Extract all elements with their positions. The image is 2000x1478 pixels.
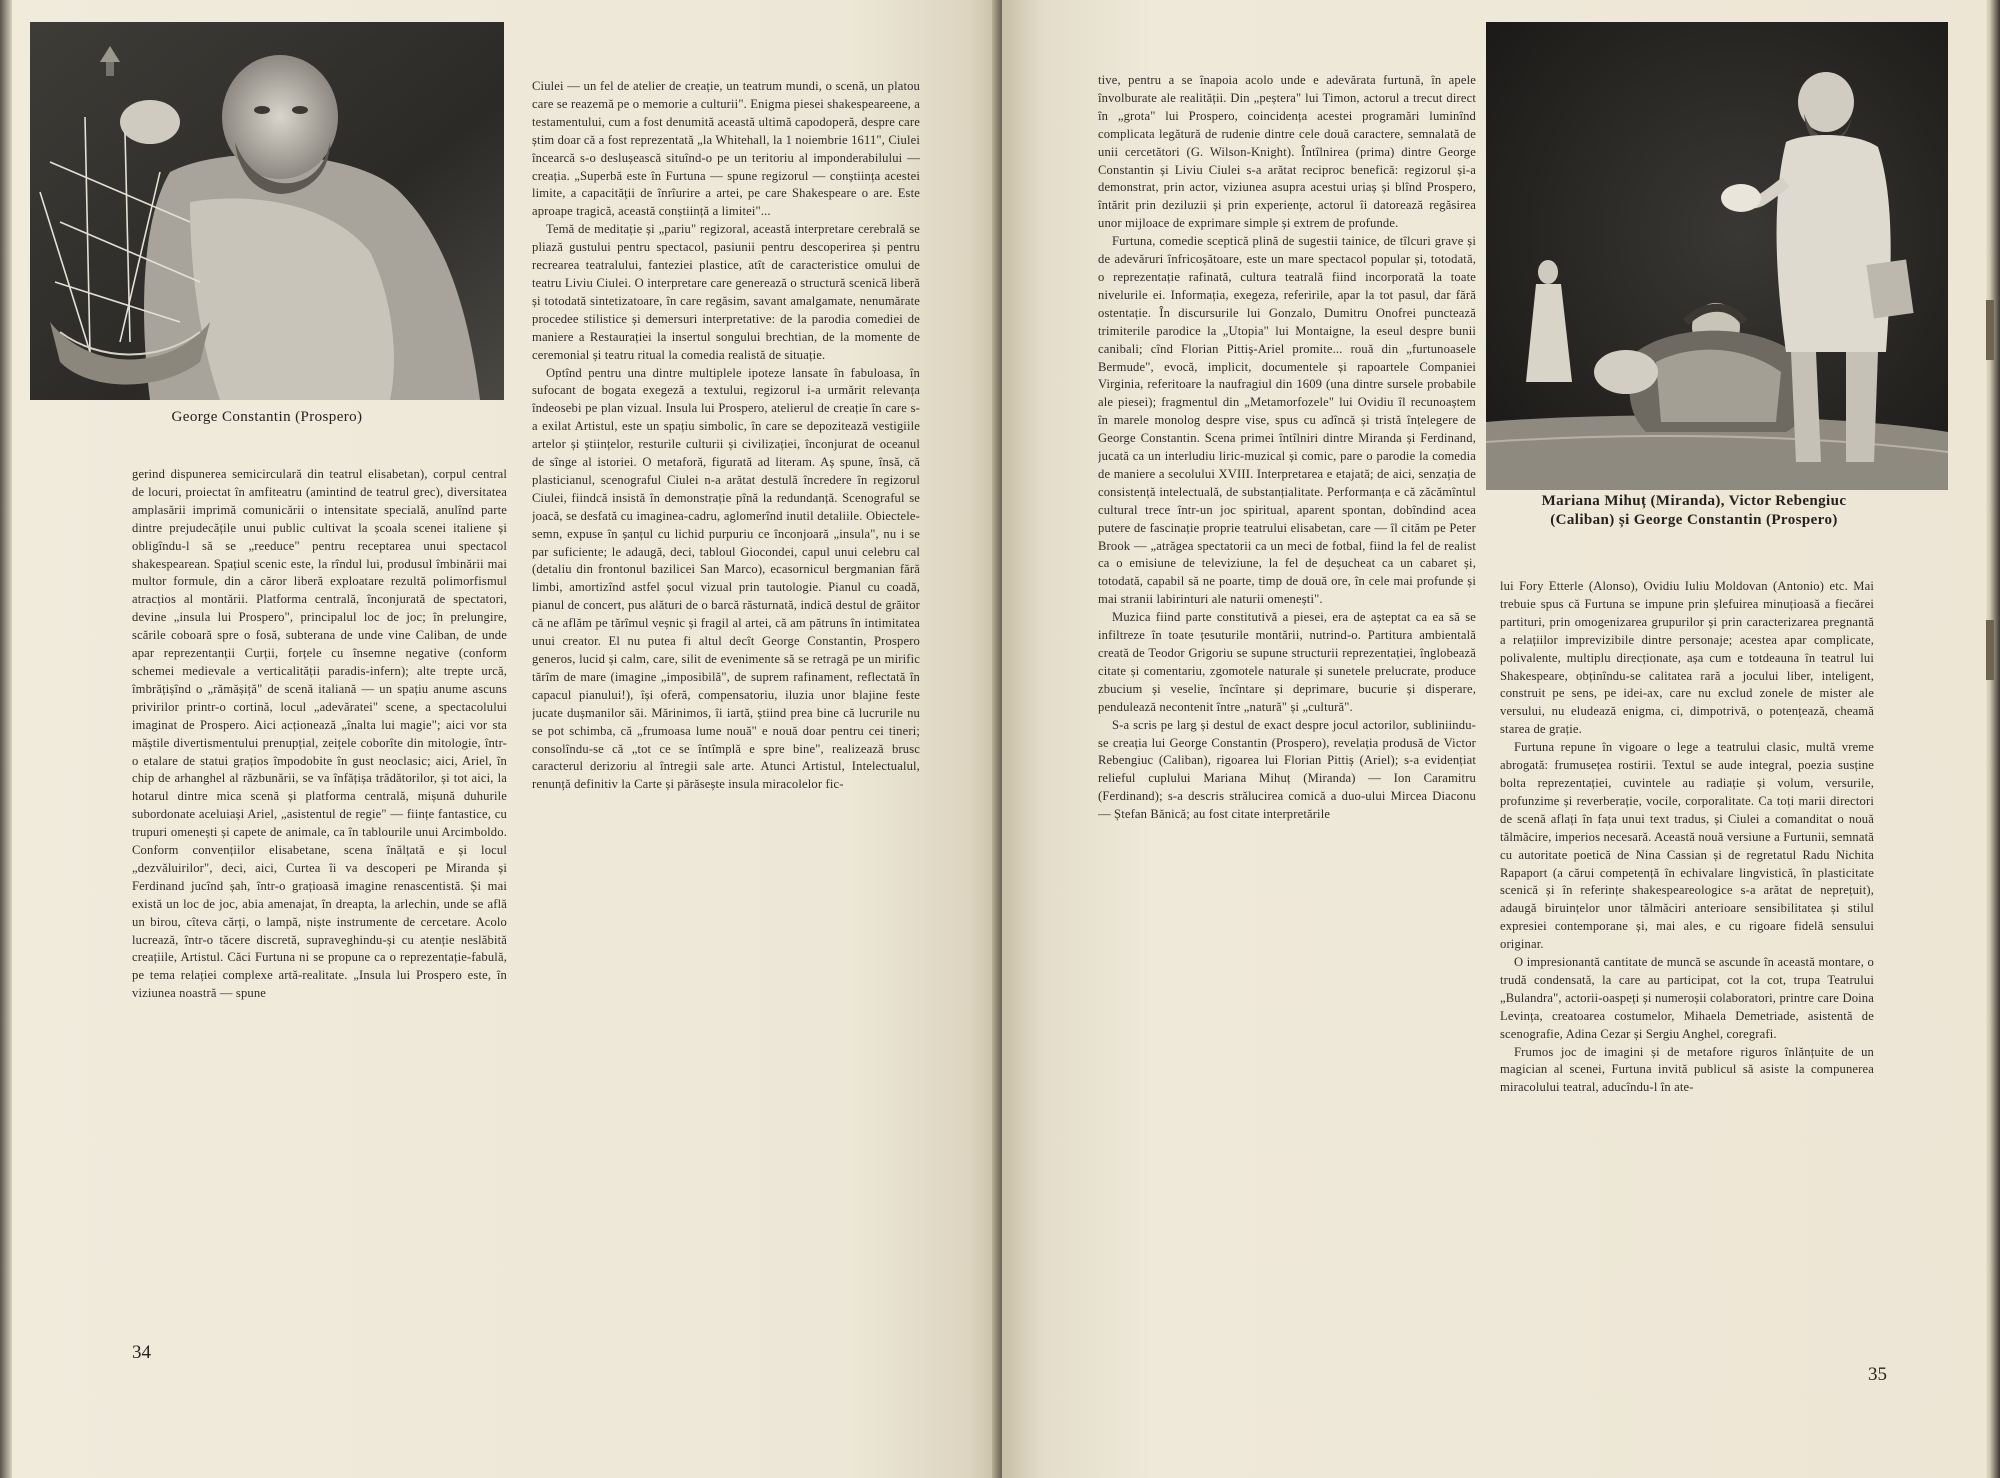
right-col1-paragraph: S-a scris pe larg și destul de exact despre jocul actorilor, subliniindu-se creația lui George Constantin (Prospero), revelația produsă de Victor Rebengiuc (Caliban), rigoarea lui Florian Pittiș (Ariel); s-a evidențiat relieful cuplului Mariana Mihuț (Miranda) — Ion Caramitru (Ferdinand); s-a descris strălucirea comică a duo-ului Mircea Diaconu — Ștefan Bănică; au fost citate interpretările: [1098, 717, 1476, 822]
right-col2-paragraph: lui Fory Etterle (Alonso), Ovidiu Iuliu Moldovan (Antonio) etc. Mai trebuie spus că Furtuna se impune prin șlefuirea minuțioasă a fiecărei partituri, prin omogenizarea grupurilor și prin caracterizarea pregnantă a relațiilor imprevizibile dintre personaje; acestea apar complicate, polivalente, multiplu direcționate, așa cum e totdeauna în teatrul lui Shakespeare, obținîndu-se calitatea rară a jocului liber, inteligent, construit pe sens, pe idei-ax, care nu exclud zonele de mister ale versului, nu eludează enigma, ci, dimpotrivă, o potențează, cheamă starea de grație.: [1500, 579, 1874, 737]
right-col1-paragraph: Muzica fiind parte constitutivă a piesei, era de așteptat ca ea să se infiltreze în toate țesuturile montării, nutrind-o. Partitura ambientală creată de Teodor Grigoriu se supune structurii reprezentației, înglobează citate și comentariu, zgomotele naturale și sunetele prelucrate, produce zbucium și veselie, încîntare și deprimare, bucurie și disperare, pendulează necontenit între „natură" și „cultură".: [1098, 610, 1476, 714]
page-edge-left: [0, 0, 12, 1478]
left-column-1: [132, 466, 507, 1346]
right-col1-paragraph: Furtuna, comedie sceptică plină de sugestii tainice, de tîlcuri grave și de adevăruri înfricoșătoare, este un mare spectacol popular și, totodată, o reprezentație rafinată, cultura teatrală fiind incorporată la toate nivelurile ei. Informația, exegeza, referirile, apar la tot pasul, dar fără ostentație. În discursurile lui Gonzalo, Dumitru Onofrei punctează trimiterile parodice la „Utopia" lui Montaigne, la eseul despre bunii canibali; cînd Florian Pittiș-Ariel promite... rouă din „furtunoasele Bermude", evocă, implicit, documentele și rapoartele Companiei Virginia, referitoare la naufragiul din 1609 (una dintre sursele probabile ale piesei); fragmentul din „Metamorfozele" lui Ovidiu îl recunoaștem în marele monolog despre vise, spus cu adîncă și tristă înțelegere de George Constantin. Scena primei întîlniri dintre Miranda și Ferdinand, jucată ca un interludiu liric-muzical și comic, pare o parodie la comedia de maniere a secolului XVIII. Interpretarea e etajată; de aici, senzația de consistență intelectuală, de substanțialitate. Performanța e că zăcămîntul cultural trece într-un joc spiritual, aparent spontan, dobîndind acea putere de fascinație proprie teatrului elisabetan, care — îl cităm pe Peter Brook — „atrăgea spectatorii ca un meci de fotbal, fiind la fel de realist ca o emisiune de televiziune, la fel de deșucheat ca un cabaret și, totodată, capabil să ne poarte, timp de două ore, în cele mai profunde și mai stranii labirinturi ale naturii omenești".: [1098, 234, 1476, 607]
right-col2-paragraph: O impresionantă cantitate de muncă se ascunde în această montare, o trudă condensată, la care au participat, cot la cot, trupa Teatrului „Bulandra", actorii-oaspeți și numeroșii colaboratori, printre care Doina Levința, creatoarea costumelor, Mihaela Demetriade, asistentă de scenografie, Adina Cezar și Sergiu Anghel, coregrafi.: [1500, 955, 1874, 1041]
left-column-2: [532, 78, 920, 1346]
right-column-1: [1098, 72, 1476, 1348]
photo-prospero-ship: [30, 22, 504, 400]
page-edge-right: [1986, 0, 2000, 1478]
right-col1-paragraph: tive, pentru a se înapoia acolo unde e adevărata furtună, în apele învolburate ale realității. Din „peștera" lui Timon, actorul a trecut direct în „grota" lui Prospero, coincidența acestei programări luminînd complicata legătură de rudenie dintre cele două caractere, semnalată de unii cercetători (G. Wilson-Knight). Întîlnirea (prima) dintre George Constantin și Liviu Ciulei s-a arătat reciproc benefică: regizorul și-a demonstrat, prin actor, viziunea asupra acestui uriaș și blînd Prospero, întărit prin deziluzii și prin experiențe, actorul îi datorează regăsirea unor mijloace de exprimare simple și extrem de profunde.: [1098, 73, 1476, 231]
page-tab-marker: [1986, 300, 1994, 360]
left-page: [0, 0, 998, 1478]
prospero-photo-image: [30, 22, 504, 400]
left-col2-paragraph: Temă de meditație și „pariu" regizoral, această interpretare cerebrală se pliază gustului pentru spectacol, pasiunii pentru descoperirea și pentru recrearea teatralului, fanteziei plastice, atît de caracteristice omului de teatru Liviu Ciulei. O interpretare care generează o structură scenică liberă și totodată sintetizatoare, în care regăsim, savant amalgamate, nenumărate procedee stilistice și demersuri interpretative: de la parodia comediei de maniere a Restaurației la insertul songului brechtian, de la momente de ceremonial și teatru ritual la comedia realistă de situație.: [532, 222, 920, 362]
photo-caption-right: Mariana Mihuț (Miranda), Victor Rebengiuc (Caliban) și George Constantin (Prospero): [1541, 493, 1847, 528]
left-col2-paragraph: Optînd pentru una dintre multiplele ipoteze lansate în fabuloasa, în sufocant de bogata exegeză a textului, regizorul i-a urmărit relevanța îndeosebi pe plan vizual. Insula lui Prospero, atelierul de creație în care s-a exilat Artistul, este un spațiu simbolic, în care se depozitează vestigiile artelor și științelor, resturile culturii și civilizației, înconjurat de oceanul de sînge al istoriei. O metaforă, figurată ad literam. Aș spune, însă, că plasticianul, scenograful Ciulei n-a arătat destulă încredere în regizorul Ciulei, fiindcă insistă în demonstrație pînă la redundanță. Scenograful se joacă, se desfată cu imaginea-cadru, aglomerînd inutil detaliile. Obiectele-semn, expuse în șanțul cu lichid purpuriu ce înconjoară „insula", nu i se par suficiente; le adaugă, deci, tabloul Giocondei, capul unui celebru cal (detaliu din frontonul bazilicei San Marco), ecasornicul bergmanian fără limbi, amortizînd astfel șocul vizual prin tautologie. Pianul cu coadă, pianul de concert, pus alături de o barcă răsturnată, indică destul de grăitor că ne aflăm pe tărîmul veșnic și fragil al artei, că am pătruns în intimitatea unui creator. El nu putea fi altul decît George Constantin, Prospero generos, lucid și calm, care, silit de evenimente să se retragă pe un mirific tărîm de mare (imagine „imposibilă", de suprem rafinament, reflectată în capacul pianului!), își oferă, compensatoriu, iluzia unor blajine feste jucate dușmanilor săi. Mărinimos, îi iartă, știind prea bine că lucrurile nu se pot schimba, că „frumoasa lume nouă" e nouă doar pentru cei tineri; consolîndu-se că „tot ce se întîmplă e spre bine", realizează brusc caracterul derizoriu al întregii sale arte. Atunci Artistul, Intelectualul, renunță definitiv la Carte și părăsește insula miracolelor fic-: [532, 365, 920, 792]
tempest-scene-image: [1486, 22, 1948, 490]
page-tab-marker: [1986, 620, 1994, 680]
right-column-2: [1500, 578, 1874, 1348]
right-col2-paragraph: Frumos joc de imagini și de metafore riguros înlănțuite de un magician al scenei, Furtuna invită publicul să asiste la compunerea miracolului teatral, aducîndu-l în ate-: [1500, 1044, 1874, 1095]
page-number-left: 34: [132, 1342, 151, 1363]
left-col2-paragraph: Ciulei — un fel de atelier de creație, un teatrum mundi, o scenă, un platou care se reazemă pe o memorie a culturii". Enigma piesei shakespeareene, a testamentului, cum a fost denumită această ultimă capodoperă, despre care știm doar că a fost reprezentată „la Whitehall, la 1 noiembrie 1611", Ciulei încearcă s-o deslușească situînd-o pe un teritoriu al imponderabilului — creația. „Superbă este în Furtuna — spune regizorul — conștiința acestei limite, a capacității de înrîurire a artei, pe care Shakespeare o are. Este aproape tragică, această conștiință a limitei"...: [532, 79, 920, 219]
right-page: [1002, 0, 2000, 1478]
right-col2-paragraph: Furtuna repune în vigoare o lege a teatrului clasic, multă vreme abrogată: frumusețea rostirii. Textul se aude integral, poezia susține bolta reprezentației, cuvintele au radiație și volum, versurile, profunzime și reverberație, vocile, corporalitate. Ca toți marii directori de scenă aflați în fața unui text tradus, și Ciulei a comanditat o nouă tălmăcire, imperios necesară. Această nouă versiune a Furtunii, semnată cu autoritate poetică de Nina Cassian și de regretatul Radu Nichita Rapaport (a cărui competență în echivalare lingvistică, în plasticitate scenică și în referințe shakespeareologice s-a arătat de neprețuit), adaugă biruințelor unor tălmăciri anterioare sensibilitatea și stilul expresiei contemporane și, mai ales, e cu rigoare fidelă sensului originar.: [1500, 740, 1874, 952]
page-number-right: 35: [1868, 1364, 1887, 1385]
left-col1-paragraph: gerind dispunerea semicirculară din teatrul elisabetan), corpul central de locuri, proiectat în amfiteatru (amintind de teatrul grec), diversitatea amplasării imprimă comunicării o intensitate specială, anulînd parte dintre prejudecățile unui public cultivat la școala scenei italiene și obligîndu-l să se „reeduce" pentru receptarea unui spectacol shakespearean. Spațiul scenic este, la rîndul lui, produsul îmbinării mai multor formule, din a căror liberă exploatare rezultă polimorfismul atracțios al montării. Platforma centrală, înconjurată de spectatori, devine „insula lui Prospero", principalul loc de joc; în prelungire, scările coboară spre o fosă, subterana de unde vine Caliban, de unde apar reprezentanții Curții, forțele cu însemne negative (conform schemei medievale a verticalității paradis-infern); alte trepte urcă, îmbrățișînd o „rămășiță" de scenă italiană — un spațiu anume ascuns privirilor printr-o cortină, locul „adevăratei" scene, a spectacolului imaginat de Prospero. Aici acționează „înalta lui magie"; aici vor sta măștile divertismentului prenupțial, zeițele coborîte din mitologie, într-o etalare de statui grațios împodobite în gust neoclasic; aici, Ariel, în chip de arhanghel al răzbunării, se va înfățișa trădătorilor, și tot aici, la hotarul dintre mica scenă și platforma centrală, mișună duhurile subordonate aceluiași Ariel, „asistentul de regie" — ființe fantastice, cu trupuri omenești și capete de animale, ca în tablourile unui Arcimboldo. Conform convențiilor elisabetane, scena înălțată e și locul „dezvăluirilor", deci, aici, Curtea îi va descoperi pe Miranda și Ferdinand jucînd șah, într-o grațioasă imagine renascentistă. Și mai există un loc de joc, abia amenajat, în dreapta, la arlechin, unde se află un birou, cîteva cărți, o lampă, niște instrumente de cercetare. Acolo lucrează, într-o tăcere discretă, supraveghindu-și cu atenție neslăbită creațiile, Artistul. Căci Furtuna ni se propune ca o reprezentație-fabulă, pe tema relației complexe artă-realitate. „Insula lui Prospero este, în viziunea noastră — spune: [132, 467, 507, 1001]
photo-caption-left: George Constantin (Prospero): [171, 409, 363, 425]
photo-tempest-scene: [1486, 22, 1948, 490]
